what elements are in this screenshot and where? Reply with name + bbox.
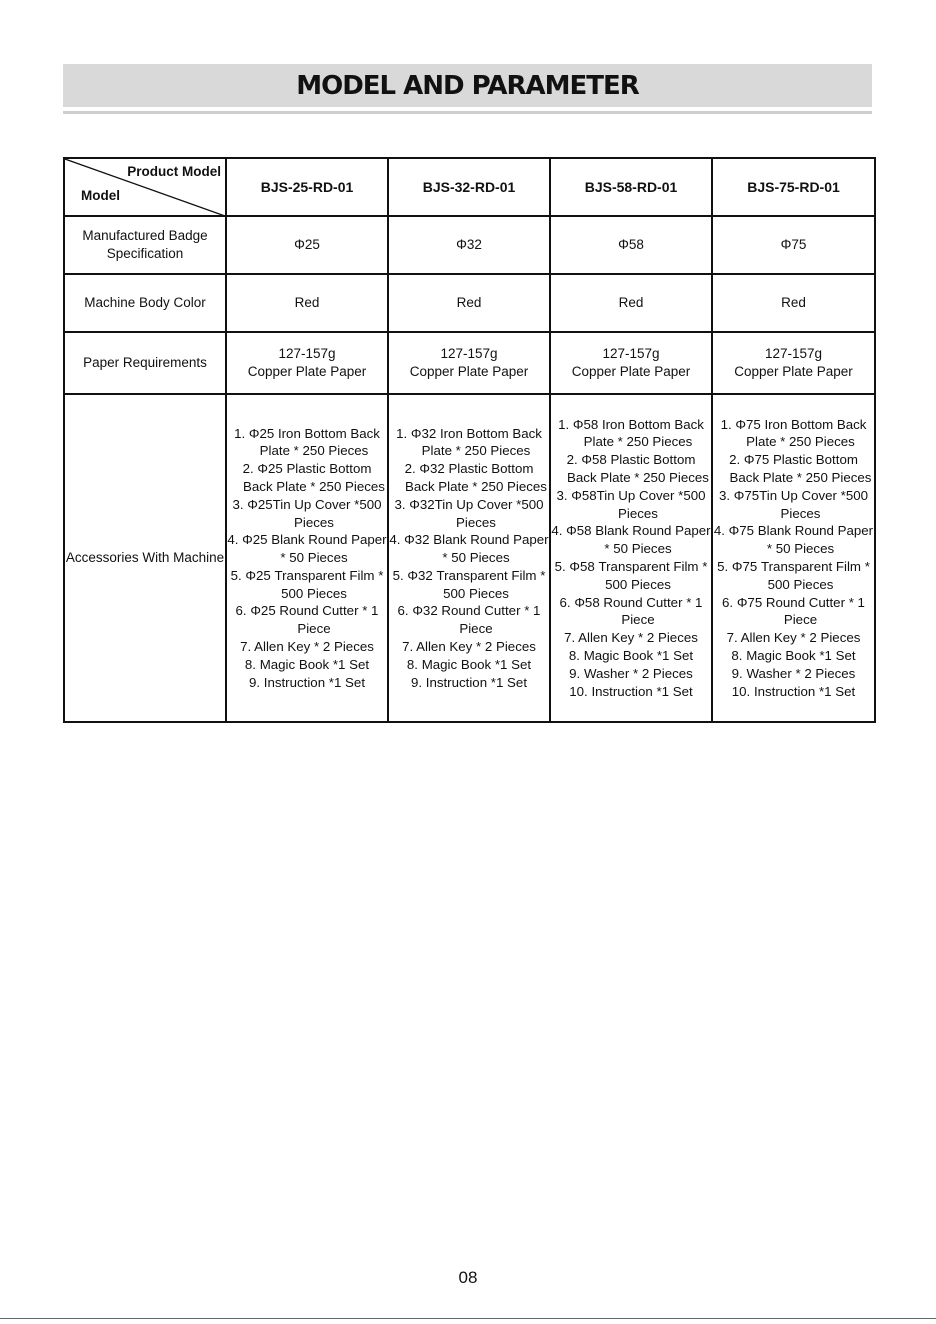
page-title: MODEL AND PARAMETER <box>296 70 639 101</box>
accessories-list <box>227 425 387 692</box>
body-color-value: Red <box>550 274 712 332</box>
accessories-list <box>389 425 549 692</box>
header-row <box>64 158 875 216</box>
accessory-item: 8. Magic Book *1 Set <box>406 656 532 672</box>
accessory-item: 9. Instruction *1 Set <box>248 674 366 690</box>
badge-spec-label: Manufactured Badge Specification <box>64 216 226 274</box>
accessories-cell <box>712 394 875 722</box>
badge-spec-value: Φ32 <box>388 216 550 274</box>
model-label: Model <box>81 188 120 203</box>
accessories-cell <box>226 394 388 722</box>
model-header: BJS-58-RD-01 <box>550 158 712 216</box>
accessory-item: 9. Washer * 2 Pieces <box>731 665 856 681</box>
paper-value: 127-157g Copper Plate Paper <box>388 332 550 394</box>
title-divider <box>63 111 872 114</box>
accessory-item: 5. Φ58 Transparent Film * 500 Pieces <box>554 559 708 592</box>
model-header: BJS-32-RD-01 <box>388 158 550 216</box>
accessory-item: 4. Φ32 Blank Round Paper * 50 Pieces <box>389 532 549 566</box>
accessory-item: 3. Φ58Tin Up Cover *500 Pieces <box>556 487 706 521</box>
accessory-item: 3. Φ75Tin Up Cover *500 Pieces <box>718 487 869 521</box>
accessory-item: 3. Φ32Tin Up Cover *500 Pieces <box>394 496 544 530</box>
accessory-item: 4. Φ25 Blank Round Paper * 50 Pieces <box>227 532 387 566</box>
accessory-item: 8. Magic Book *1 Set <box>244 656 370 672</box>
paper-value: 127-157g Copper Plate Paper <box>226 332 388 394</box>
accessory-item: 4. Φ58 Blank Round Paper * 50 Pieces <box>551 523 711 557</box>
accessory-item: 2. Φ32 Plastic Bottom Back Plate * 250 Pieces <box>404 461 547 494</box>
accessories-label: Accessories With Machine <box>64 394 226 722</box>
accessory-item: 7. Allen Key * 2 Pieces <box>564 630 698 646</box>
accessory-item: 5. Φ25 Transparent Film * 500 Pieces <box>230 567 384 601</box>
accessory-item: 3. Φ25Tin Up Cover *500 Pieces <box>232 496 382 530</box>
badge-spec-value: Φ75 <box>712 216 875 274</box>
body-color-value: Red <box>226 274 388 332</box>
accessories-row <box>64 394 875 722</box>
accessory-item: 5. Φ75 Transparent Film * 500 Pieces <box>717 559 870 592</box>
badge-spec-value: Φ58 <box>550 216 712 274</box>
paper-value: 127-157g Copper Plate Paper <box>550 332 712 394</box>
title-bar <box>63 64 872 107</box>
page-number: 08 <box>458 1268 478 1287</box>
accessory-item: 1. Φ58 Iron Bottom Back Plate * 250 Pieces <box>558 416 704 450</box>
accessory-item: 8. Magic Book *1 Set <box>568 647 694 663</box>
body-color-label: Machine Body Color <box>64 274 226 332</box>
accessory-item: 6. Φ75 Round Cutter * 1 Piece <box>722 594 865 628</box>
accessory-item: 7. Allen Key * 2 Pieces <box>726 630 861 646</box>
accessory-item: 2. Φ75 Plastic Bottom Back Plate * 250 Pieces <box>729 452 872 486</box>
accessory-item: 4. Φ75 Blank Round Paper * 50 Pieces <box>713 523 874 557</box>
paper-row <box>64 332 875 394</box>
accessory-item: 7. Allen Key * 2 Pieces <box>402 639 536 655</box>
paper-label: Paper Requirements <box>64 332 226 394</box>
accessories-list <box>713 416 874 701</box>
parameter-table <box>63 157 876 723</box>
body-color-value: Red <box>388 274 550 332</box>
accessory-item: 2. Φ25 Plastic Bottom Back Plate * 250 Pieces <box>242 461 385 494</box>
accessory-item: 9. Washer * 2 Pieces <box>569 665 693 681</box>
badge-spec-value: Φ25 <box>226 216 388 274</box>
accessory-item: 6. Φ58 Round Cutter * 1 Piece <box>559 594 703 628</box>
footer-divider <box>0 1318 936 1319</box>
accessory-item: 6. Φ25 Round Cutter * 1 Piece <box>235 603 379 637</box>
accessory-item: 2. Φ58 Plastic Bottom Back Plate * 250 Pieces <box>566 452 709 486</box>
accessory-item: 8. Magic Book *1 Set <box>731 647 856 663</box>
accessories-cell <box>388 394 550 722</box>
paper-value: 127-157g Copper Plate Paper <box>712 332 875 394</box>
accessory-item: 10. Instruction *1 Set <box>569 683 693 699</box>
accessory-item: 1. Φ32 Iron Bottom Back Plate * 250 Pieces <box>396 425 542 459</box>
accessory-item: 5. Φ32 Transparent Film * 500 Pieces <box>392 567 546 601</box>
accessory-item: 10. Instruction *1 Set <box>731 683 856 699</box>
corner-header-cell <box>64 158 226 216</box>
product-model-label: Product Model <box>127 164 221 179</box>
accessory-item: 1. Φ75 Iron Bottom Back Plate * 250 Pieces <box>720 416 867 450</box>
body-color-value: Red <box>712 274 875 332</box>
model-header: BJS-75-RD-01 <box>712 158 875 216</box>
accessory-item: 9. Instruction *1 Set <box>410 674 528 690</box>
accessory-item: 1. Φ25 Iron Bottom Back Plate * 250 Pieces <box>234 425 380 459</box>
accessory-item: 6. Φ32 Round Cutter * 1 Piece <box>397 603 541 637</box>
accessories-list <box>551 416 711 701</box>
model-header: BJS-25-RD-01 <box>226 158 388 216</box>
body-color-row <box>64 274 875 332</box>
badge-spec-row <box>64 216 875 274</box>
accessories-cell <box>550 394 712 722</box>
accessory-item: 7. Allen Key * 2 Pieces <box>240 639 374 655</box>
